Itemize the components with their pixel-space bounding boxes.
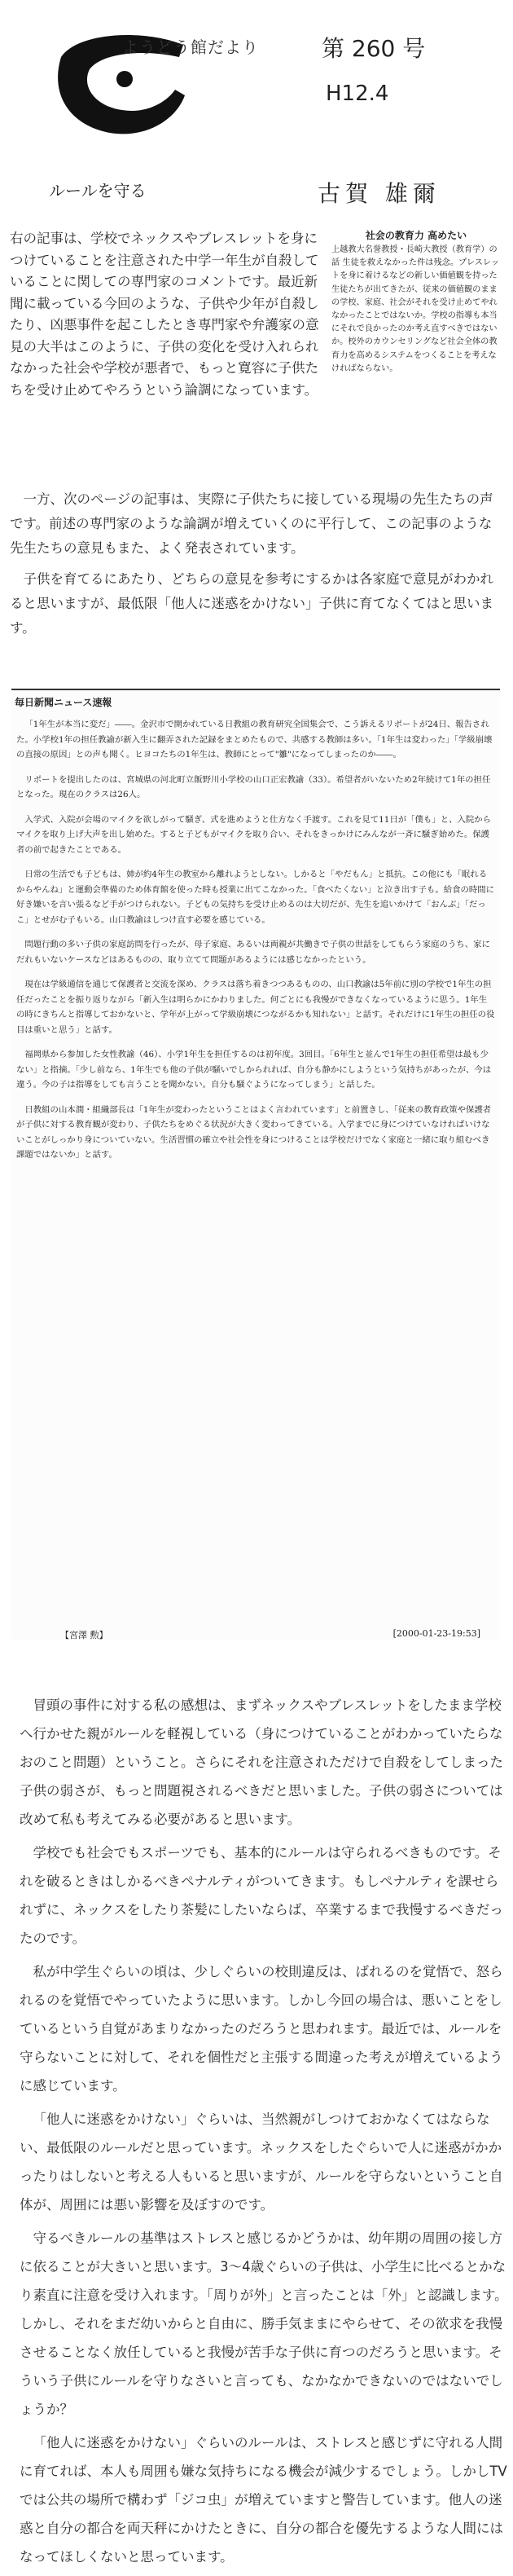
reporter-name: 【宮澤 勲】: [60, 1630, 108, 1640]
closing-paragraph: 学校でも社会でもスポーツでも、基本的にルールは守られるべきものです。それを破るときはしかるべきペナルティがついてきます。もしペナルティを課せられずに、ネックスをしたり茶髪にしたいならば、卒業するまで我慢するべきだったのです。: [20, 1845, 503, 1946]
closing-paragraph: 守るべきルールの基準はストレスと感じるかどうかは、幼年期の周囲の接し方に依ることが大きいと思います。3～4歳ぐらいの子供は、小学生に比べるとかなり素直に注意を受け入れます。「周りが外」と言ったことは「外」と認識します。しかし、それをまだ幼いからと自由に、勝手気ままにやらせて、その欲求を我慢させることなく放任していると我慢が苦手な子供に育つのだろうと思います。そういう子供にルールを守りなさいと言っても、なかなかできないのではないでしょうか？: [20, 2230, 508, 2417]
news-printout: [11, 689, 500, 1640]
logo-text: ようどう館だより: [122, 37, 259, 57]
news-clipping-comment: [331, 228, 501, 424]
printout-paragraph: 入学式、入院が会場のマイクを欲しがって騒ぎ、式を進めようと仕方なく手渡す。これを見て11日が「僕も」と、入院からマイクを取り上げ大声を出し始めた。すると子どもがマイクを取り合い、それをきっかけにみんなが一斉に騒ぎ始めた。保護者の前で起きたことである。: [16, 814, 492, 855]
printout-paragraph: 現在は学級通信を通じて保護者と交流を深め、クラスは落ち着きつつあるものの、山口教諭は5年前に別の学校で1年生の担任だったことを振り返りながら「新入生は明らかにかわりました。何ごとにも我慢ができなくなっているように思う。1年生の時にきちんと指導しておかないと、学年が上がって学級崩壊につながるかも知れない」と話す。それだけに1年生の担任の役目は重いと思う」と話す。: [16, 980, 495, 1035]
closing-paragraph: 冒頭の事件に対する私の感想は、まずネックスやブレスレットをしたまま学校へ行かせた親がルールを軽視している（身につけていることがわかっていたらなおのこと問題）ということ。さらにそれを注意されただけで自殺をしてしまった子供の弱さが、もっと問題視されるべきだと思いました。子供の弱さについては改めて私も考えてみる必要があると思います。: [20, 1698, 503, 1827]
printout-timestamp: [2000-01-23-19:53]: [392, 1628, 480, 1639]
middle-paragraph: 子供を育てるにあたり、どちらの意見を参考にするかは各家庭で意見がわかれると思いますが、最低限「他人に迷惑をかけない」子供に育てなくてはと思います。: [10, 571, 493, 636]
printout-paragraph: 日常の生活でも子どもは、姉が約4年生の教室から離れようとしない。しかると「やだもん」と抵抗。この他にも「眠れるからやんね」と運動会準備のため体育館を使った時も授業に出てこなかった。「食べたくない」と泣き出す子も。給食の時間に好き嫌いを言い張るなど手がつけられない。子どもの気持ちを受け止めるのは大切だが、先生を追いかけて「おんぶ」「だっこ」とせがむ子もいる。山口教諭はしつけ直す必要を感じている。: [16, 870, 495, 925]
issue-number: 第 260 号: [322, 35, 426, 62]
closing-text: [20, 1691, 508, 2576]
printout-body: [11, 717, 500, 1163]
article-title: ルールを守る: [49, 181, 147, 200]
middle-paragraph: 一方、次のページの記事は、実際に子供たちに接している現場の先生たちの声です。前述の専門家のような論調が増えていくのに平行して、この記事のような先生たちの意見もまた、よく発表されています。: [10, 491, 493, 556]
intro-text: 右の記事は、学校でネックスやブレスレットを身につけていることを注意された中学一年生が自殺していることに関しての専門家のコメントです。最近新聞に載っている今回のような、子供や少年が自殺したり、凶悪事件を起こしたとき専門家や弁護家の意見の大半はこのように、子供の変化を受け入れられなかった社会や学校が悪者で、もっと寛容に子供たちを受け止めてやろうという論調になっています。: [10, 231, 319, 398]
logo-dot: [116, 71, 133, 87]
issue-date: H12.4: [326, 81, 389, 106]
printout-paragraph: 「1年生が本当に変だ」――。金沢市で開かれている日教組の教育研究全国集会で、こう訴えるリポートが24日、報告された。小学校1年の担任教諭が新入生に翻弄された記録をまとめたもので、共感する教師は多い。「1年生は変わった」「学級崩壊の直接の原因」との声も聞く。ヒヨコたちの1年生は、教師にとって"雛"になってしまったのか――。: [16, 720, 493, 760]
closing-paragraph: 「他人に迷惑をかけない」ぐらいは、当然親がしつけておかなくてはならない、最低限のルールだと思っています。ネックスをしたぐらいで人に迷惑がかかったりはしないと考える人もいると思いますが、ルールを守らないということ自体が、周囲には悪い影響を及ぼすのです。: [20, 2111, 503, 2213]
middle-text: [10, 487, 498, 641]
printout-paragraph: リポートを提出したのは、宮城県の河北町立飯野川小学校の山口正宏教諭（33）。希望者がいないため2年続けて1年の担任となった。現在のクラスは26人。: [16, 774, 491, 799]
clipping-body: 上越教大名誉教授・長崎大教授（教育学）の話 生徒を救えなかった件は残念。プレスレットを身に着けるなどの新しい価値観を持った生徒たちが出てきたが、従来の価値観のままの学校、家庭、社会がそれを受け止めてやれなかったことではないか。学校の指導も本当にそれで良かったのか考え直すべきではないか。校外のカウンセリングなど社会全体の教育力を高めるシステムをつくることを考えなければならない。: [331, 245, 500, 373]
author-name: 古賀 雄爾: [318, 180, 441, 207]
printout-paragraph: 日教組の山本潤・組織部長は「1年生が変わったということはよく言われています」と前置きし、「従来の教育政策や保護者が子供に対する教育観が変わり、子供たちをめぐる状況が大きく変わってきている。入学までに身につけていなければいけないことがしっかり身についていない。生活習慣の確立や社会性を身につけることは学校だけでなく家庭と一緒に取り組むべき課題ではないか」と話す。: [16, 1104, 492, 1160]
printout-header: 毎日新聞ニュース速報: [15, 697, 112, 708]
closing-paragraph: 「他人に迷惑をかけない」ぐらいのルールは、ストレスと感じずに守れる人間に育てれば、本人も周囲も嫌な気持ちになる機会が減少するでしょう。しかしTVでは公共の場所で構わず「ジコ虫」が増えていますと警告しています。他人の迷惑と自分の都合を両天秤にかけたときに、自分の都合を優先するような人間にはなってほしくないと思っています。: [20, 2435, 507, 2565]
closing-paragraph: 私が中学生ぐらいの頃は、少しぐらいの校則違反は、ばれるのを覚悟で、怒られるのを覚悟でやっていたように思います。しかし今回の場合は、悪いことをしているという自覚があまりなかったのだろうと思われます。最近では、ルールを守らないことに対して、それを個性だと主張する間違った考えが増えているように感じています。: [20, 1964, 503, 2094]
printout-paragraph: 福岡県から参加した女性教諭（46）、小学1年生を担任するのは初年度。3回目。「6年生と並んで1年生の担任希望は最も少ない」と指摘。「少し前なら、1年生でも他の子供が騒いでしかられれば、自分も静かにしようという気持ちがあったが、今は違う。今の子は指導をしても言うことを聞かない。自分も騒ぐようになってしまう」と話した。: [16, 1050, 492, 1090]
clipping-title: 社会の教育力 高めたい: [365, 230, 467, 241]
printout-paragraph: 問題行動の多い子供の家庭訪問を行ったが、母子家庭、あるいは両親が共働きで子供の世話をしてもらう家庭のうち、家にだれもいないケースなどはあるものの、取り立てて問題があるようには感じなかったという。: [16, 940, 490, 965]
